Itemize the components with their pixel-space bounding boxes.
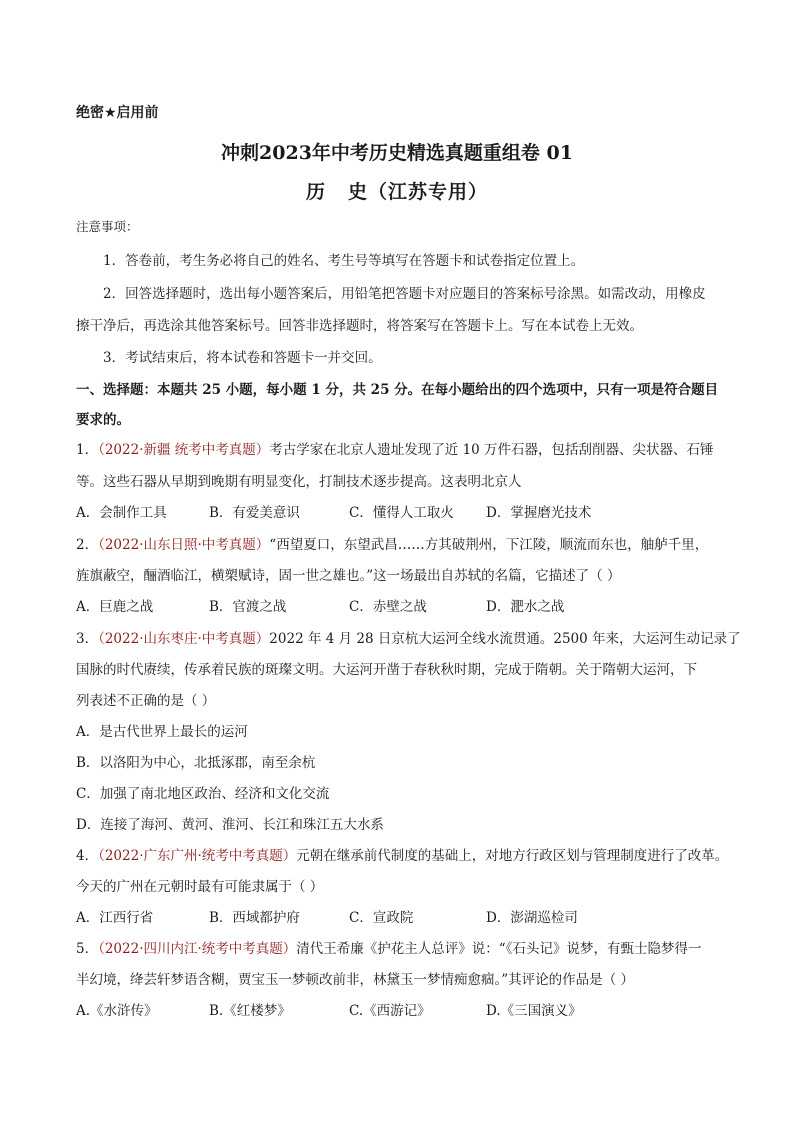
question-5-number: 5． — [76, 941, 99, 957]
question-2-number: 2． — [76, 537, 99, 553]
question-5-option-c[interactable]: C.《西游记》 — [349, 1003, 431, 1019]
question-2-option-b[interactable]: B．官渡之战 — [209, 599, 287, 615]
section-label: 一、选择题： — [76, 382, 157, 398]
notice-item-1: 1．答卷前，考生务必将自己的姓名、考生号等填写在答题卡和试卷指定位置上。 — [103, 253, 585, 269]
notice-item-3: 3．考试结束后，将本试卷和答题卡一并交回。 — [103, 350, 382, 366]
exam-title: 冲刺2023年中考历史精选真题重组卷 01 — [221, 142, 573, 164]
question-3-line1 — [76, 627, 741, 647]
question-4-text: 元朝在继承前代制度的基础上，对地方行政区划与管理制度进行了改革。 — [296, 848, 729, 864]
question-5-option-b[interactable]: B.《红楼梦》 — [209, 1003, 291, 1019]
question-4-option-d[interactable]: D．澎湖巡检司 — [486, 910, 578, 926]
question-1-number: 1． — [76, 442, 99, 458]
subtitle-subject-rest: 史（江苏专用） — [348, 181, 489, 203]
question-1-text: 考古学家在北京人遗址发现了近 10 万件石器，包括刮削器、尖状器、石锤 — [269, 442, 714, 458]
question-4-option-c[interactable]: C．宣政院 — [349, 910, 414, 926]
question-5-option-d[interactable]: D.《三国演义》 — [486, 1003, 582, 1019]
question-3-text: 2022 年 4 月 28 日京杭大运河全线水流贯通。2500 年来，大运河生动记录了 — [269, 631, 741, 647]
question-2-option-d[interactable]: D．淝水之战 — [486, 599, 565, 615]
question-2-line1 — [76, 533, 708, 553]
question-3-number: 3． — [76, 631, 99, 647]
question-1-option-b[interactable]: B．有爱美意识 — [209, 505, 300, 521]
question-2-option-c[interactable]: C．赤壁之战 — [349, 599, 427, 615]
question-1-option-d[interactable]: D．掌握磨光技术 — [486, 505, 592, 521]
question-3-line2: 国脉的时代赓续，传承着民族的斑璨文明。大运河开凿于春秋秋时期，完成于隋朝。关于隋朝大运河，下 — [76, 662, 697, 678]
question-1-source: （2022·新疆 统考中考真题） — [98, 442, 270, 458]
question-3-source: （2022·山东枣庄·中考真题） — [98, 631, 270, 647]
question-1-line2: 等。这些石器从早期到晚期有明显变化，打制技术逐步提高。这表明北京人 — [76, 474, 522, 490]
question-1-line1 — [76, 438, 714, 458]
question-1-option-a[interactable]: A．会制作工具 — [76, 505, 167, 521]
question-3-option-c[interactable]: C．加强了南北地区政治、经济和文化交流 — [76, 786, 330, 802]
question-3-option-d[interactable]: D．连接了海河、黄河、淮河、长江和珠江五大水系 — [76, 817, 384, 833]
question-2-text: “西望夏口，东望武昌……方其破荆州，下江陵，顺流而东也，舳舻千里， — [269, 537, 709, 553]
question-5-source: （2022·四川内江·统考中考真题） — [98, 941, 297, 957]
subtitle-subject-char1: 历 — [305, 181, 326, 203]
question-2-source: （2022·山东日照·中考真题） — [98, 537, 270, 553]
question-4-number: 4． — [76, 848, 99, 864]
question-1-option-c[interactable]: C．懂得人工取火 — [349, 505, 454, 521]
question-5-option-a[interactable]: A.《水浒传》 — [76, 1003, 158, 1019]
question-2-option-a[interactable]: A．巨鹿之战 — [76, 599, 154, 615]
notice-heading: 注意事项： — [76, 219, 139, 234]
exam-subtitle — [0, 177, 794, 204]
question-3-option-b[interactable]: B．以洛阳为中心，北抵涿郡，南至余杭 — [76, 755, 316, 771]
question-4-source: （2022·广东广州·统考中考真题） — [98, 848, 297, 864]
question-3-line3: 列表述不正确的是（ ） — [76, 693, 216, 709]
question-4-line1 — [76, 844, 728, 864]
question-5-text: 清代王希廉《护花主人总评》说：“《石头记》说梦，有甄士隐梦得一 — [296, 941, 702, 957]
section-heading-line1 — [76, 378, 718, 398]
question-4-option-b[interactable]: B．西域都护府 — [209, 910, 300, 926]
section-instructions: 本题共 25 小题，每小题 1 分，共 25 分。在每小题给出的四个选项中，只有一项是符合题目 — [157, 382, 719, 398]
secret-mark: 绝密★启用前 — [76, 105, 159, 121]
question-4-line2: 今天的广州在元朝时最有可能隶属于（ ） — [76, 879, 324, 895]
notice-item-2-line2: 擦干净后，再选涂其他答案标号。回答非选择题时，将答案写在答题卡上。写在本试卷上无效。 — [76, 318, 643, 334]
question-4-option-a[interactable]: A．江西行省 — [76, 910, 154, 926]
question-3-option-a[interactable]: A．是古代世界上最长的运河 — [76, 724, 248, 740]
notice-item-2-line1: 2．回答选择题时，选出每小题答案后，用铅笔把答题卡对应题目的答案标号涂黑。如需改动，用橡皮 — [103, 286, 706, 302]
question-5-line2: 半幻境，绛芸轩梦语含糊，贾宝玉一梦顿改前非，林黛玉一梦情痴愈痼。”其评论的作品是（ ） — [76, 972, 634, 988]
question-5-line1 — [76, 937, 701, 957]
section-heading-line2: 要求的。 — [76, 412, 130, 428]
question-2-line2: 旌旗蔽空，酾酒临江，横槊赋诗，固一世之雄也。”这一场最出自苏轼的名篇，它描述了（ ） — [76, 568, 621, 584]
